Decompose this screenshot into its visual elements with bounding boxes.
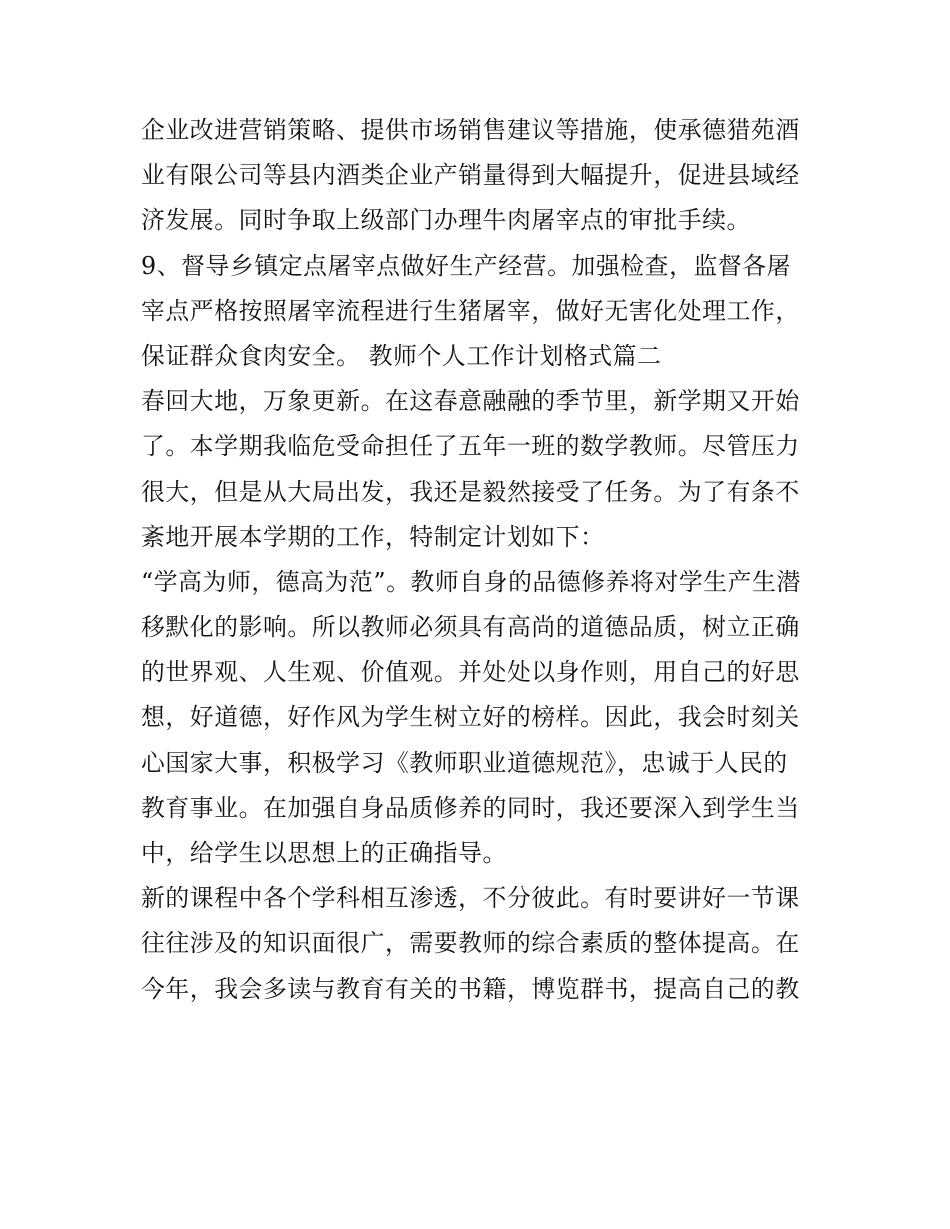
text-line: 往往涉及的知识面很广，需要教师的综合素质的整体提高。在 [141,929,800,958]
text-line: 很大，但是从大局出发，我还是毅然接受了任务。为了有条不 [141,477,800,506]
text-line: “学高为师，德高为范”。教师自身的品德修养将对学生产生潜 [141,567,801,596]
text-line: 了。本学期我临危受命担任了五年一班的数学教师。尽管压力 [141,432,800,461]
section-heading-line: 保证群众食肉安全。 教师个人工作计划格式篇二 [141,341,662,370]
text-line: 想，好道德，好作风为学生树立好的榜样。因此，我会时刻关 [141,703,800,732]
text-line: 的世界观、人生观、价值观。并处处以身作则，用自己的好思 [141,658,800,687]
text-line: 心国家大事，积极学习《教师职业道德规范》，忠诚于人民的 [141,748,788,777]
text-line: 春回大地，万象更新。在这春意融融的季节里，新学期又开始 [141,387,800,416]
text-line: 紊地开展本学期的工作，特制定计划如下： [141,522,605,551]
text-line: 中，给学生以思想上的正确指导。 [141,839,507,867]
text-line: 移默化的影响。所以教师必须具有高尚的道德品质，树立正确 [141,613,800,642]
text-line: 新的课程中各个学科相互渗透，不分彼此。有时要讲好一节课 [141,884,800,913]
text-line: 济发展。同时争取上级部门办理牛肉屠宰点的审批手续。 [141,206,751,235]
text-line: 宰点严格按照屠宰流程进行生猪屠宰，做好无害化处理工作， [141,296,800,325]
text-line: 教育事业。在加强自身品质修养的同时，我还要深入到学生当 [141,793,800,822]
text-line: 9、督导乡镇定点屠宰点做好生产经营。加强检查，监督各屠 [141,251,792,280]
document-body [141,108,821,1012]
text-line: 企业改进营销策略、提供市场销售建议等措施，使承德猎苑酒 [141,116,800,144]
text-line: 今年，我会多读与教育有关的书籍，博览群书，提高自己的教 [141,974,800,1003]
text-line: 业有限公司等县内酒类企业产销量得到大幅提升，促进县域经 [141,161,800,190]
